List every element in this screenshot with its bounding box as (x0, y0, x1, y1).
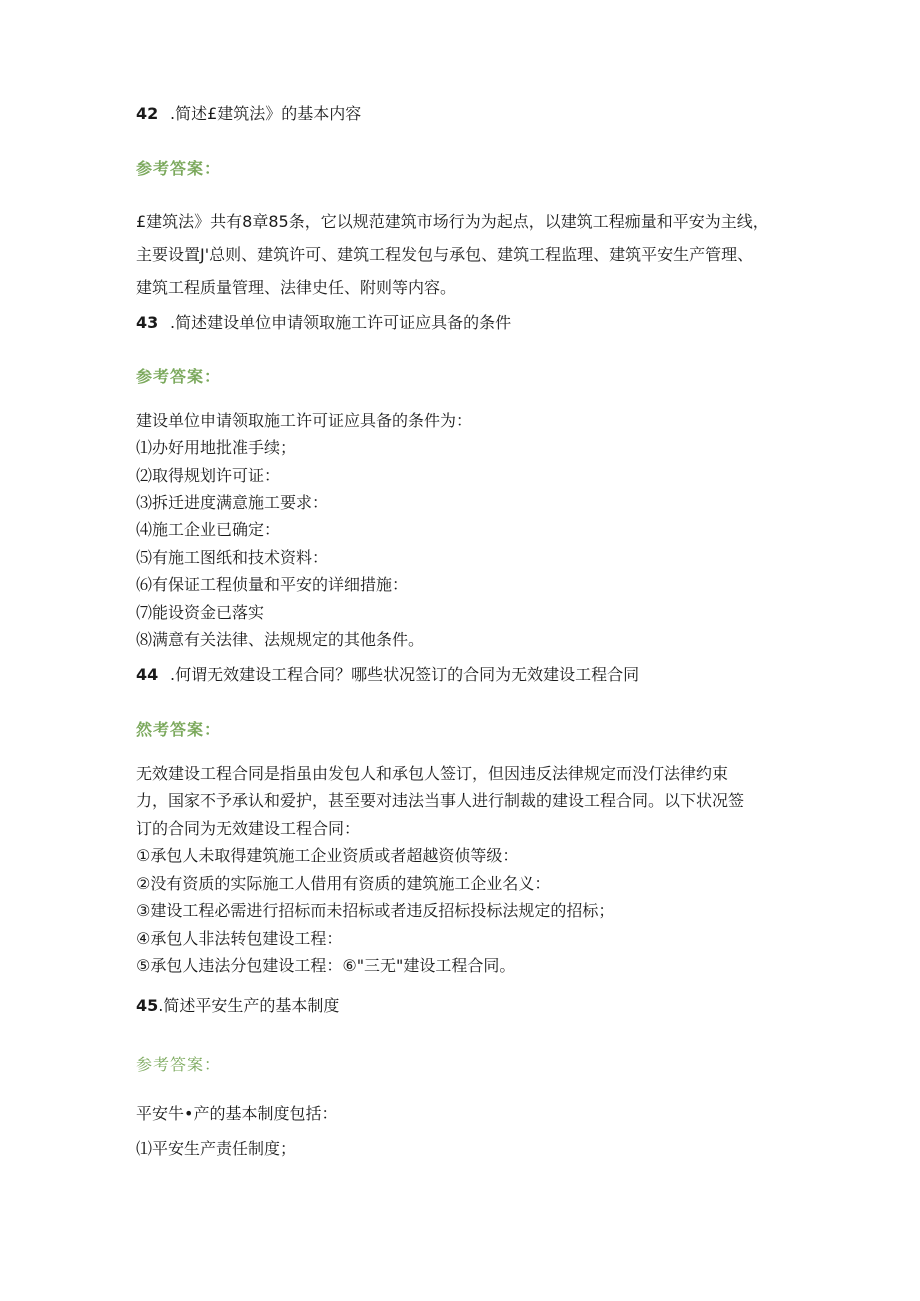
answer-text-line: ③建设工程必需进行招标而未招标或者违反招标投标法规定的招标； (136, 901, 615, 920)
answer-text-line: ⑹有保证工程侦量和平安的详细措施： (136, 575, 409, 594)
question-title: .简述£建筑法》的基本内容 (170, 104, 362, 123)
answer-text-line: ⑴平安生产责任制度； (136, 1139, 297, 1158)
answer-text-line: 建筑工程质量管理、法律史任、附则等内容。 (136, 278, 457, 297)
question-title: .简述建设单位申请领取施工许可证应具备的条件 (170, 313, 512, 332)
answer-text-line: ②没有资质的实际施工人借用有资质的建筑施工企业名义： (136, 874, 551, 893)
answer-text-line: ⑵取得规划许可证： (136, 466, 281, 485)
answer-text-line: ⑺能设资金已落实 (136, 603, 265, 622)
answer-text-line: 主要设置J'总则、建筑许可、建筑工程发包与承包、建筑工程监理、建筑平安生产管理、 (136, 245, 754, 264)
question-number: 44 (136, 665, 159, 684)
question-title: .何谓无效建设工程合同？哪些状况签订的合同为无效建设工程合同 (170, 665, 640, 684)
answer-text-line: 力，国家不予承认和爱护，甚至要对违法当事人进行制裁的建设工程合同。以下状况签 (136, 791, 745, 810)
answer-text-line: 无效建设工程合同是指虽由发包人和承包人签订，但因违反法律规定而没仃法律约束 (136, 764, 729, 783)
answer-text-line: ⑴办好用地批准手续； (136, 438, 297, 457)
answer-text-line: ①承包人未取得建筑施工企业资质或者超越资侦等级： (136, 846, 519, 865)
question-43 (136, 313, 511, 333)
answer-text-line: ⑤承包人违法分包建设工程：⑥"三无"建设工程合同。 (136, 956, 516, 975)
question-42 (136, 104, 361, 124)
answer-text-line: ⑻满意有关法律、法规规定的其他条件。 (136, 630, 425, 649)
question-44 (136, 665, 639, 685)
answer-text-line: ⑷施工企业已确定： (136, 520, 281, 539)
answer-text-line: ⑸有施工图纸和技术资料： (136, 548, 329, 567)
answer-text-line: 建设单位申请领取施工许可证应具备的条件为： (136, 411, 473, 430)
answer-label: 参考答案： (136, 159, 222, 178)
answer-label: 参考答案： (136, 367, 222, 386)
answer-text-line: ④承包人非法转包建设工程： (136, 929, 343, 948)
answer-label: 参考答案： (136, 1055, 222, 1074)
question-45 (136, 996, 339, 1016)
answer-text-line: ⑶拆迁进度满意施工要求： (136, 493, 329, 512)
question-title: .简述平安生产的基本制度 (158, 996, 340, 1015)
question-number: 45 (136, 996, 159, 1015)
question-number: 42 (136, 104, 159, 123)
question-number: 43 (136, 313, 159, 332)
answer-text-line: £建筑法》共有8章85条，它以规范建筑市场行为为起点，以建筑工程痂量和平安为主线， (136, 212, 769, 231)
answer-text-line: 平安牛•产的基本制度包括： (136, 1104, 338, 1123)
answer-label: 然考答案： (136, 720, 222, 739)
answer-text-line: 订的合同为无效建设工程合同： (136, 819, 361, 838)
